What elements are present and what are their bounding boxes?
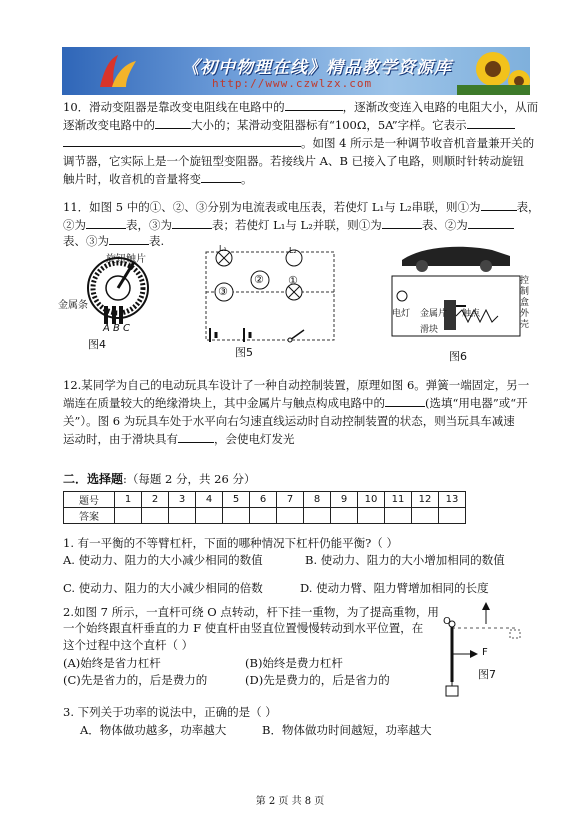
table-cell: 11 [385,492,412,508]
table-cell: 10 [358,492,385,508]
c1-option-a[interactable]: A. 使动力、阻力的大小减少相同的数值 [63,553,263,567]
fig6-metal-label: 金属片 [420,309,448,319]
fig5-l1-label: L₁ [219,244,227,253]
fig6-lamp-label: 电灯 [392,309,411,319]
section-2-heading: 二．选择题:（每题 2 分，共 26 分） [63,472,256,486]
c2-option-b[interactable]: (B)始终是费力杠杆 [245,656,343,670]
fig6-slider-label: 滑块 [420,325,439,335]
page-footer: 第 2 页 共 8 页 [255,796,325,807]
fig5-caption: 图5 [235,346,253,359]
q11-line3: 表、③为 表. [63,234,165,248]
table-cell: 2 [142,492,169,508]
c2-option-c[interactable]: (C)先是省力的，后是费力的 [63,673,208,687]
fig7-caption: 图7 [478,668,496,681]
c1-option-b[interactable]: B. 使动力、阻力的大小增加相同的数值 [305,553,505,567]
answer-blank[interactable] [63,135,301,147]
answer-blank[interactable] [109,233,149,245]
fig6-side-label: 控制盒外壳 [520,276,530,330]
answer-blank[interactable] [481,199,517,211]
answer-blank[interactable] [178,431,214,443]
fig4-abc-label: A B C [103,323,131,334]
table-cell: 5 [223,492,250,508]
answer-blank[interactable] [155,117,191,129]
answer-cell[interactable] [223,508,250,524]
answer-blank[interactable] [201,171,241,183]
table-cell: 3 [169,492,196,508]
fig4-knob-label: 旋钮触片 [106,254,146,265]
q10-line1: 10．滑动变阻器是靠改变电阻线在电路中的 ，逐渐改变连入电路的电阻大小，从而 [63,100,539,114]
fig5-meter-1: ① [288,274,298,287]
c3-option-b[interactable]: B．物体做功时间越短，功率越大 [262,723,432,737]
answer-blank[interactable] [86,217,126,229]
q12-line3: 关”）。图 6 为玩具车处于水平向右匀速直线运动时自动控制装置的状态，则当玩具车减速 [63,414,515,428]
answer-blank[interactable] [468,217,514,229]
c2-option-a[interactable]: (A)始终是省力杠杆 [63,656,161,670]
fig4-caption: 图4 [88,338,106,351]
fig5-l2-label: L₂ [289,246,297,255]
answer-cell[interactable] [142,508,169,524]
answer-cell[interactable] [412,508,439,524]
answer-blank[interactable] [385,395,425,407]
answer-cell[interactable] [304,508,331,524]
figure-6-device [382,240,532,348]
figure-5-circuit [182,242,362,347]
table-cell: 4 [196,492,223,508]
answer-cell[interactable] [277,508,304,524]
q10-line2: 逐渐改变电路中的 大小的；某滑动变阻器标有“100Ω，5A”字样。它表示 [63,117,515,133]
c1-option-c[interactable]: C. 使动力、阻力的大小减少相同的倍数 [63,581,263,595]
table-cell: 8 [304,492,331,508]
q11-line2: ②为 表，③为 表；若使灯 L₁与 L₂并联，则①为 表、②为 [63,217,514,233]
answer-cell[interactable] [385,508,412,524]
q11-line1: 11．如图 5 中的①、②、③分别为电流表或电压表，若使灯 L₁与 L₂串联，则①为 表， [63,200,540,214]
c2-line2: 一个始终跟直杆垂直的力 F 使直杆由竖直位置慢慢转动到水平位置，在 [63,621,424,635]
answer-cell[interactable] [196,508,223,524]
q10-line3: 。如图 4 所示是一种调节收音机音量兼开关的 [63,135,534,151]
fig7-o-label: O [443,616,451,627]
c1-option-d[interactable]: D. 使动力臂、阻力臂增加相同的长度 [300,581,489,595]
q12-line4: 运动时，由于滑块具有 ，会使电灯发光 [63,432,295,446]
answer-cell[interactable] [115,508,142,524]
sunflower-icon [457,47,530,95]
answer-cell[interactable] [331,508,358,524]
site-title: 《初中物理在线》精品教学资源库 [182,58,452,78]
c2-line1: 2.如图 7 所示，一直杆可绕 O 点转动，杆下挂一重物，为了提高重物，用 [63,605,439,619]
q12-line1: 12.某同学为自己的电动玩具车设计了一种自动控制装置，原理如图 6。弹簧一端固定，另一 [63,378,530,392]
fig4-metal-label: 金属条 [58,300,88,311]
table-cell: 6 [250,492,277,508]
fig6-caption: 图6 [449,350,467,363]
site-url: http://www.czwlzx.com [212,77,373,90]
c3-stem: 3. 下列关于功率的说法中，正确的是（ ） [63,705,277,719]
c2-line3: 这个过程中这个直杆（ ） [63,638,194,652]
answer-blank[interactable] [467,117,515,129]
table-cell: 9 [331,492,358,508]
q10-line4: 调节器，它实际上是一个旋钮型变阻器。若接线片 A、B 已接入了电路，则顺时针转动旋钮 [63,154,525,168]
table-cell: 1 [115,492,142,508]
fig5-meter-3: ③ [218,285,228,298]
c3-option-a[interactable]: A．物体做功越多，功率越大 [80,723,227,737]
fig5-meter-2: ② [254,273,264,286]
answer-cell[interactable] [250,508,277,524]
fig7-f-label: F [482,647,488,658]
answer-cell[interactable] [439,508,466,524]
table-cell: 13 [439,492,466,508]
answer-blank[interactable] [172,217,212,229]
c2-option-d[interactable]: (D)先是费力的，后是省力的 [245,673,390,687]
answer-table-answer-row [64,508,466,524]
table-cell: 7 [277,492,304,508]
header-banner [62,47,530,95]
answer-table-header-row [64,492,466,508]
q12-line2: 端连在质量较大的绝缘滑块上，其中金属片与触点构成电路中的 (选填“用电器”或“开 [63,396,528,410]
c1-stem: 1. 有一平衡的不等臂杠杆，下面的哪种情况下杠杆仍能平衡?（ ） [63,536,398,550]
q10-line5: 触片时，收音机的音量将变 。 [63,172,253,186]
answer-cell[interactable] [169,508,196,524]
fig6-contact-label: 触点 [462,309,481,319]
answer-table [63,491,466,524]
answer-blank[interactable] [285,99,343,111]
site-logo-icon [92,51,142,91]
answer-blank[interactable] [382,217,422,229]
table-label: 题号 [64,492,115,508]
table-label: 答案 [64,508,115,524]
answer-cell[interactable] [358,508,385,524]
table-cell: 12 [412,492,439,508]
